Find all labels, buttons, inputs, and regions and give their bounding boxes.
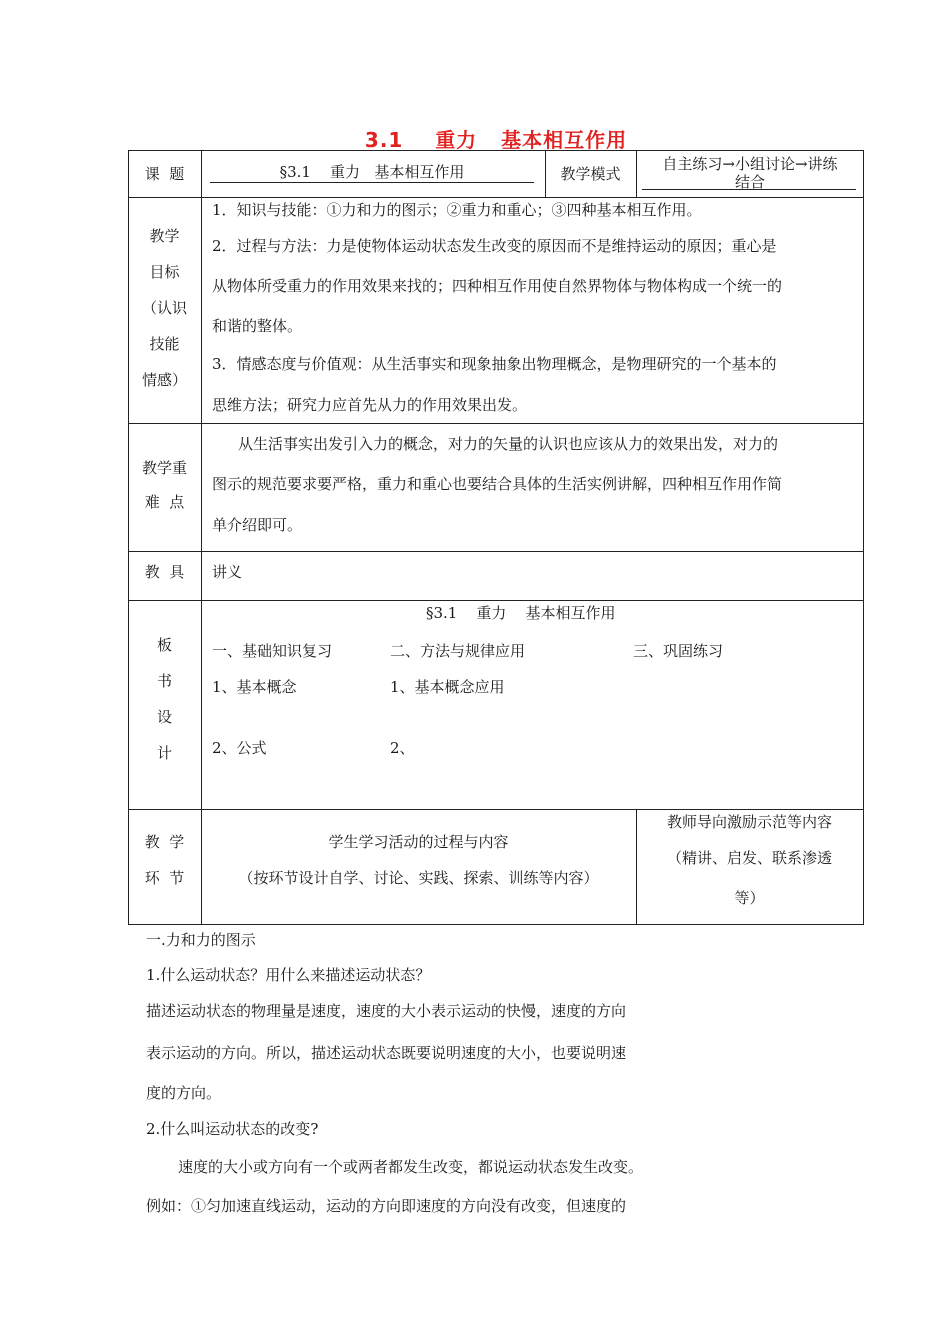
section-heading: 一.力和力的图示: [146, 931, 256, 949]
board-item-1-1: 1、基本概念: [212, 678, 297, 696]
mode-value-line2: 结合: [734, 173, 765, 191]
table-rule: [128, 423, 864, 424]
table-rule: [128, 809, 864, 810]
board-item-1-2: 2、公式: [212, 739, 267, 757]
board-item-2-2: 2、: [390, 739, 415, 757]
table-rule: [128, 551, 864, 552]
key-label-1: 教学重: [141, 459, 187, 477]
mode-value-line1: 自主练习→小组讨论→讲练: [662, 155, 838, 173]
key-line-1: 从生活事实出发引入力的概念，对力的矢量的认识也应该从力的效果出发，对力的: [238, 435, 779, 453]
steps-right-3: 等）: [734, 889, 765, 907]
steps-label-1: 教 学: [144, 833, 185, 851]
goals-line-2: 2．过程与方法：力是使物体运动状态发生改变的原因而不是维持运动的原因；重心是: [212, 237, 777, 255]
goals-label-3: （认识: [141, 299, 187, 317]
table-rule: [128, 197, 864, 198]
tools-label: 教 具: [144, 563, 185, 581]
steps-mid-2: （按环节设计自学、讨论、实践、探索、训练等内容）: [238, 869, 599, 887]
board-column-1: 一、基础知识复习: [212, 642, 333, 660]
table-rule: [128, 600, 864, 601]
key-label-2: 难 点: [144, 493, 185, 511]
steps-right-1: 教师导向激励示范等内容: [666, 813, 832, 831]
board-label-4: 计: [156, 744, 172, 762]
steps-mid-1: 学生学习活动的过程与内容: [328, 833, 509, 851]
board-label-3: 设: [156, 708, 172, 726]
goals-line-5: 3．情感态度与价值观：从生活事实和现象抽象出物理概念，是物理研究的一个基本的: [212, 355, 777, 373]
answer-1-line-1: 描述运动状态的物理量是速度，速度的大小表示运动的快慢，速度的方向: [146, 1002, 627, 1020]
goals-line-3: 从物体所受重力的作用效果来找的；四种相互作用使自然界物体与物体构成一个统一的: [212, 277, 783, 295]
goals-line-6: 思维方法；研究力应首先从力的作用效果出发。: [212, 396, 528, 414]
mode-underline: [642, 189, 856, 190]
board-column-2: 二、方法与规律应用: [390, 642, 526, 660]
mode-label: 教学模式: [560, 165, 621, 183]
steps-label-2: 环 节: [144, 869, 185, 887]
topic-value: §3.1 重力 基本相互作用: [279, 163, 465, 181]
table-column-divider: [201, 150, 202, 924]
board-heading: §3.1 重力 基本相互作用: [426, 604, 616, 622]
example-line: 例如：①匀加速直线运动，运动的方向即速度的方向没有改变，但速度的: [146, 1197, 627, 1215]
document-title: 3.1 重力 基本相互作用: [364, 128, 628, 152]
key-line-3: 单介绍即可。: [212, 516, 303, 534]
goals-line-4: 和谐的整体。: [212, 317, 303, 335]
goals-line-1: 1．知识与技能：①力和力的图示；②重力和重心；③四种基本相互作用。: [212, 201, 702, 219]
goals-label-2: 目标: [149, 263, 180, 281]
board-label-1: 板: [156, 636, 172, 654]
key-line-2: 图示的规范要求要严格，重力和重心也要结合具体的生活实例讲解，四种相互作用作简: [212, 475, 783, 493]
board-item-2-1: 1、基本概念应用: [390, 678, 505, 696]
answer-1-line-3: 度的方向。: [146, 1084, 222, 1102]
answer-2: 速度的大小或方向有一个或两者都发生改变，都说运动状态发生改变。: [178, 1158, 644, 1176]
table-column-divider: [636, 150, 637, 197]
table-border-bottom: [128, 924, 864, 925]
goals-label-4: 技能: [149, 335, 180, 353]
topic-underline: [210, 182, 534, 183]
steps-right-2: （精讲、启发、联系渗透: [666, 849, 832, 867]
goals-label-1: 教学: [149, 227, 180, 245]
tools-value: 讲义: [212, 563, 243, 581]
question-2: 2.什么叫运动状态的改变?: [146, 1120, 319, 1138]
question-1: 1.什么运动状态？用什么来描述运动状态？: [146, 966, 431, 984]
answer-1-line-2: 表示运动的方向。所以，描述运动状态既要说明速度的大小，也要说明速: [146, 1044, 627, 1062]
board-label-2: 书: [156, 672, 172, 690]
table-border-right: [863, 150, 864, 924]
topic-label: 课 题: [144, 165, 185, 183]
table-border-top: [128, 150, 864, 151]
goals-label-5: 情感）: [141, 371, 187, 389]
board-column-3: 三、巩固练习: [633, 642, 724, 660]
